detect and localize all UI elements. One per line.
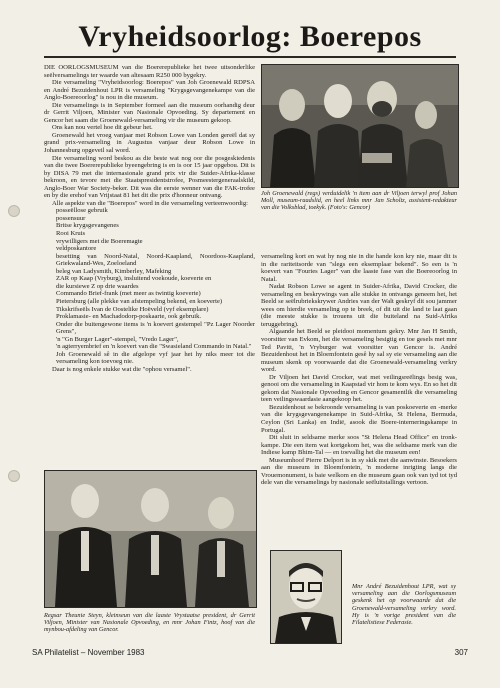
list-item: 'n agterryembrief en 'n koevert van die "Swasieland Commando in Natal.": [56, 343, 252, 351]
list-item: Proklamasie- en Machadodorp-poskaarte, ook gebruik.: [56, 313, 202, 321]
list-item: possensuur: [56, 214, 86, 222]
paragraph: Ons kan nou vertel hoe dit gebeur het.: [52, 124, 153, 132]
paragraph: Die versameling "Vryheidsoorlog: Boerepos" van Joh Groenewald RDPSA en André Bezuidenhout LPR is versameling "Krygsgevangenekampe van die Anglo-Boereoorlog" is nou in die museum.: [44, 79, 255, 102]
binder-hole-top: [8, 205, 20, 217]
list-item: posseëllose gebruik: [56, 207, 108, 215]
paragraph: Groenewald het vroeg vanjaar met Robson Lowe van Londen gereël dat sy grand prix-versameling in Augustus vanjaar deur Robson Lowe in Johannesburg opgeveil sal word.: [44, 131, 255, 155]
list-item: veldposkantore: [56, 245, 97, 253]
list-item: Joh Groenewald sê in die afgelope vyf jaar het hy niks meer tot die versameling kon toevoeg nie.: [56, 350, 255, 366]
list-item: beleg van Ladysmith, Kimberley, Mafeking: [56, 267, 172, 275]
caption-bottom-left: Regsar Theunie Steyn, kleinseun van die laaste Vrystaatse president, dr Gerrit Viljoen, Minister van Nasionale Opvoeding, en mnr Johan Fintz, hoof van die mynbou-afdeling van Gencor.: [44, 612, 255, 634]
paragraph: versameling kort en wat hy nog nie in die hande kon kry nie, maar dit is in die rariteitsorde van "slegs een eksemplaar bekend". So een is 'n koevert van "Fouries Lager" van die laaste fase van die Boereoorlog in Natal.: [261, 253, 457, 283]
title-rule: [44, 56, 456, 58]
paragraph: Museumhoof Pierre Delport is in sy skik met die aanwinste. Besoekers aan die museum in Bloemfontein, 'n moderne inrigting langs die Vrouemonument, is baie welkom en die museum gaan ook van tyd tot tyd dele van die versamelings by nasionale seëluitstallings vertoon.: [261, 456, 457, 487]
paragraph: Bezuidenhout se bekroonde versameling is van poskoeverte en -merke van die krygsgevangenekampe in Suid-Afrika, St Helena, Bermuda, Ceylon (Sri Lanka) en Indië, asook die Boere-interneringskampe in Portugal.: [261, 403, 457, 434]
list-item: 'n "Gn Burger Lager"-stempel, "Vredo Lager",: [56, 335, 179, 343]
list-item: die kursiewe Z op drie waardes: [56, 282, 139, 290]
list-item: vrywilligers met die Boeremagte: [56, 237, 143, 245]
collection-list: [44, 207, 255, 365]
right-column-text: [261, 253, 457, 543]
paragraph: Dr Viljoen het David Crocker, wat met veilingsreëlings besig was, genooi om die versameling in Kaapstad vir hom te kom wys. En so het dit gekom dat Nasionale Opvoeding en Gencor gesamentlik die versameling teen veilingswaardasie aangekoop het.: [261, 373, 457, 404]
paragraph: Dit sluit in seldsame merke soos "St Helena Head Office" en tronk-kampe. Die een item wat kortgekom het, was die seldsame merk van die Indiese kamp Bhim-Tal — en toevallig het die museum een!: [261, 434, 457, 457]
paragraph: Alle aspekte van die "Boerepos" word in die versameling verteenwoordig:: [52, 199, 248, 207]
binder-hole-bottom: [8, 470, 20, 482]
paragraph: Daar is nog enkele stukke wat die "ophou versamel".: [52, 365, 192, 373]
page-number: 307: [454, 648, 468, 657]
caption-top: Joh Groenewald (regs) verduidelik 'n item aan dr Viljoen terwyl prof Johan Moll, museum-raadslid, en heel links mnr Jan Scholtz, assistent-redakteur van die Volksblad, toekyk. (Foto's: Gencor): [261, 190, 457, 212]
photo-three-men: [44, 470, 257, 608]
paragraph: Die versamelings is in September formeel aan die museum oorhandig deur dr Gerrit Viljoen, Minister van Nasionale Opvoeding. Sy departement en Gencor het saam die Groenewald-versameling vir die museum gekoop.: [44, 101, 255, 124]
left-column-text: [44, 64, 255, 459]
list-item: Pietersburg (alle plekke van afstempeling bekend, en koeverte): [56, 297, 223, 305]
list-item: ZAR op Kaap (Vryburg), insluitend voekoude, koeverte en: [56, 275, 212, 283]
caption-bottom-right: Mnr André Bezuidenhout LPR, wat sy versameling aan die Oorlogsmuseum geskenk het op voorwaarde dat die Groenewald-versameling verkry word. Hy is 'n vorige president van die Filatelistiese Federasie.: [352, 583, 456, 627]
photo-officials: [261, 64, 459, 188]
paragraph: Nadat Robson Lowe se agent in Suider-Afrika, David Crocker, die versameling en beskrywings van alle stukke in ontvangs geneem het, het Beeld se seëlrubriekskrywer Andries van der Walt geskryf dit sou jammer wees om hierdie versameling op te breek, of dit uit die land te laat gaan (die meeste stukke is trouens uit die buiteland na Suid-Afrika teruggebring).: [261, 283, 457, 328]
paragraph: Algaande het Beeld se pleidooi momentum gekry. Mnr Jan H Smith, voorsitter van Evkom, het die versameling besigtig en toe gesels met mnr Ted Pavitt, 'n Vryburger wat voorsitter van Gencor is. André Bezuidenhout het in Bloemfontein gesê hy sal sy eie versameling aan die museum skenk op voorwaarde dat die Groenewald-versameling verkry word.: [261, 328, 457, 374]
page-footer: [32, 648, 468, 662]
list-item: Onder die buitengewone items is 'n koevert gestempel "Pz Lager Noorder Grens",: [56, 320, 255, 336]
paragraph: Die versameling word beskou as die beste wat nog oor die posgeskiedenis van die twee Boererepublieke byeengebring is en is oor 15 jaar opgebou. Dit is by DISA 79 met die internasionale grand prix vir die Suider-Afrika-klasse bekroon, en tevore met die Staatspresidentstrofee, Posmeestergeneraalskild, Anglo-Boer War Society-beker. Dit was die eerste wenner van die FAK-trofee en by die erehof van Vrijstaat 81 het dit die prix d'honneur ontvang.: [44, 154, 255, 200]
list-item: Britse krygsgevangenes: [56, 222, 119, 230]
list-item: Rooi Kruis: [56, 230, 86, 238]
footer-publication: SA Philatelist – November 1983: [32, 648, 145, 657]
list-item: Commando Brief-frank (met meer as twintig koeverte): [56, 290, 201, 298]
list-item: Tikskrifseëls Ivan de Oostelike Hoëveld (vyf eksemplare): [56, 305, 209, 313]
paragraph: DIE OORLOGSMUSEUM van die Boererepublieke het twee uitsonderlike seëlversamelings ter waarde van altesaam R250 000 bygekry.: [44, 64, 255, 79]
list-item: besetting van Noord-Natal, Noord-Kaapland, Noordoos-Kaapland, Griekwaland-Wes, Zoeloeland: [56, 252, 255, 268]
article-title: Vryheidsoorlog: Boerepos: [78, 20, 422, 53]
photo-portrait: [270, 550, 342, 644]
